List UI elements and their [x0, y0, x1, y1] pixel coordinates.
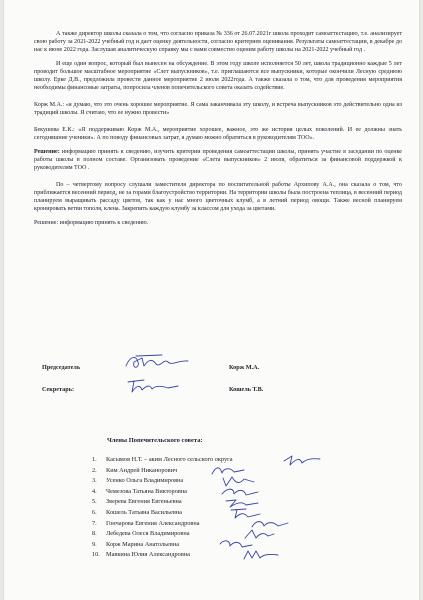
member-signature-icon — [242, 548, 280, 562]
member-name: Лебедева Олеся Владимировна — [106, 530, 190, 538]
member-item: 9. Корж Марина Анатольевна — [92, 540, 233, 551]
secretary-name: Кошель Т.В. — [229, 386, 264, 393]
member-item: 7. Гончарова Евгения Александровна — [92, 519, 233, 530]
member-item: 8. Лебедева Олеся Владимировна — [92, 529, 233, 540]
member-name: Мавкина Юлия Александровна — [106, 551, 190, 559]
chair-signature-icon — [122, 352, 192, 374]
member-name: Кошель Татьяна Васильевна — [106, 508, 182, 516]
member-item: 3. Усенко Ольга Владимировна — [92, 476, 233, 487]
member-name: Ким Андрей Никанорович — [106, 466, 178, 474]
member-signature-icon — [282, 453, 322, 467]
paragraph-korzh-opinion: Корж М.А.: «я думаю, что это очень хорошее мероприятие. Я сама заканчивала эту школу, и встреча выпускников это действительно одна из традиций школы. Я считаю, что ее нужно провести» — [34, 102, 402, 116]
secretary-signature-icon — [124, 376, 184, 396]
member-name: Касымов Н.Т. – аким Лесного сельского округа — [106, 456, 233, 463]
member-item: 5. Зверева Евгения Евгеньевна — [92, 497, 233, 508]
members-title: Члены Попечительского совета: — [107, 437, 203, 444]
member-item: 1. Касымов Н.Т. – аким Лесного сельского округа — [92, 455, 233, 466]
paragraph-bekusheva-opinion: Бекушева Е.К.: «Я поддерживаю Корж М.А., мероприятие хорошее, важное, это же история целых поколений. И ее должны знать сегодняшние ученики». А по поводу финансовых затрат, я думаю можно обратиться в руководителям ТОО». — [34, 127, 402, 141]
chair-name: Корж М.А. — [229, 364, 260, 371]
paragraph-fourth-question: По – четвертому вопросу слушали заместителя директора по воспитательной работы Архипову А.А., она сказала о том, что приближается весенний период, не за горами благоустройство территории. На территории школы была построена теплица, в весенний период планируем выращивать рассаду цветов, так как у нас много цветочных клумб, а в летний период овощи. Также весной планируем кронировать ветви тополя, клена. Закрепить каждую клумбу за классом для ухода за цветами. — [34, 182, 402, 212]
member-name: Усенко Ольга Владимировна — [106, 477, 184, 485]
members-list — [92, 455, 233, 561]
member-name: Гончарова Евгения Александровна — [106, 519, 200, 527]
paragraph-self-assessment: А также директор школы сказала о том, что согласно приказа № 336 от 26.07.2021г школа проходит самоаттестацию, т.е. анализирует свою работу за 2021-2022 учебный год и дает оценку деятельности, согласно критериев оценивания. Результаты самоаттестации, в декабре до нас к июне 2022 года. Заслушав аналитическую справку мы с вами совместно оценим работу школы на 2021-2022 учебный год . — [34, 31, 402, 53]
chair-label: Председатель — [42, 364, 81, 371]
member-item: 10. Мавкина Юлия Александровна — [92, 550, 233, 561]
member-name: Корж Марина Анатольевна — [106, 540, 179, 548]
member-item: 6. Кошель Татьяна Васильевна — [92, 508, 233, 519]
document-page — [4, 0, 419, 600]
paragraph-decision — [34, 148, 402, 172]
paragraph-anniversary: И еще один вопрос, который был вынесен на обсуждение. В этом году школе исполняется 50 лет, школа традиционно каждые 5 лет проводит большое масштабное мероприятие «Слет выпускников», т.е. приглашаются все выпускники, которые окончили Лесную среднюю школу. Ерке Д.В., предложила провести данное мероприятие 2 июля 2022года. А также сказала о том, что для проведения мероприятия необходимы финансовые затраты, попросила членов попечительского совета оказать содействие. — [34, 61, 402, 91]
member-name: Зверева Евгения Евгеньевна — [106, 498, 182, 506]
decision-label: Решение: — [34, 149, 60, 155]
member-item: 2. Ким Андрей Никанорович — [92, 466, 233, 477]
decision-text: информацию принять к сведению, изучить критерии проведения самоаттестации школы, принять участие в заседании по оценке работы школы в полном составе. Организовать проведение «Слета выпускников» 2 июля, обратиться за финансовой поддержкой к руководителям ТОО . — [34, 149, 402, 171]
protocol-body — [34, 30, 402, 227]
paragraph-final-decision: Решение: информацию принять к сведению. — [34, 220, 149, 226]
member-name: Чемезова Татьяна Викторовна — [106, 487, 187, 495]
secretary-label: Секретарь: — [42, 386, 75, 393]
member-item: 4. Чемезова Татьяна Викторовна — [92, 487, 233, 498]
